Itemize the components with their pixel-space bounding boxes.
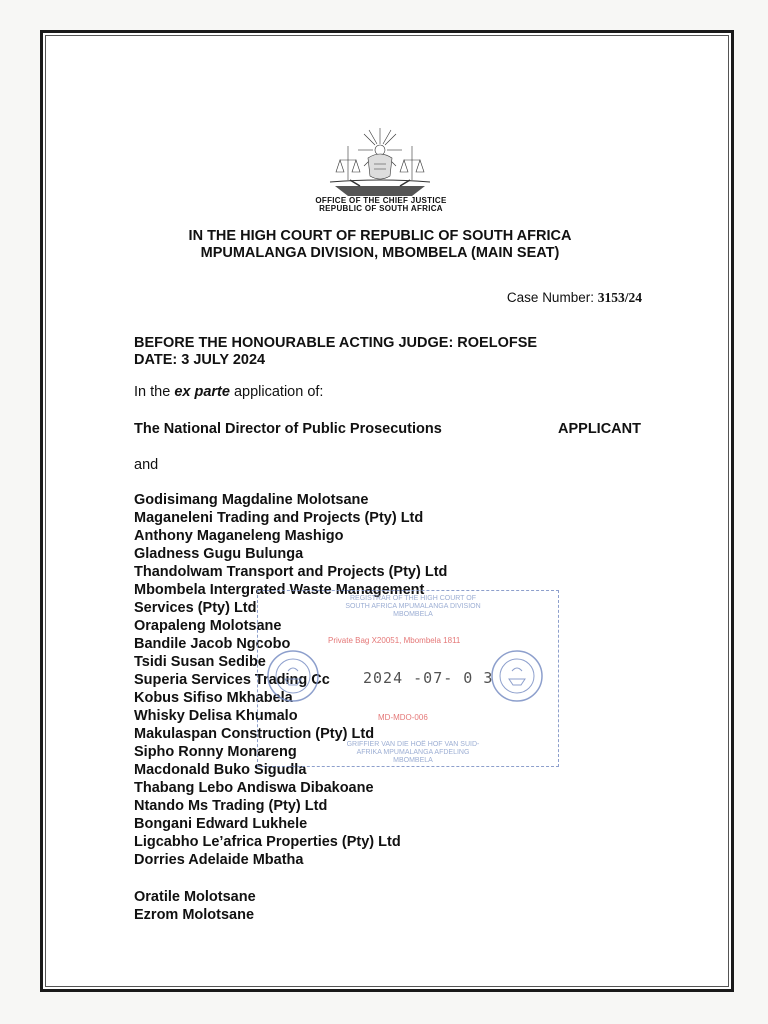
defendant-name: Superia Services Trading Cc bbox=[134, 672, 330, 688]
defendant-name: Godisimang Magdaline Molotsane bbox=[134, 492, 369, 508]
respondent-name: Oratile Molotsane bbox=[134, 889, 256, 905]
respondent-name: Ezrom Molotsane bbox=[134, 907, 255, 923]
stamp-bottom-text: GRIFFIER VAN DIE HOË HOF VAN SUID-AFRIKA MPUMALANGA AFDELING MBOMBELA bbox=[346, 741, 480, 764]
defendant-name: Anthony Maganeleng Mashigo bbox=[134, 528, 344, 544]
defendant-name: Kobus Sifiso Mkhabela bbox=[134, 690, 293, 706]
case-number-label: Case Number: bbox=[506, 290, 594, 305]
defendant-name: Ntando Ms Trading (Pty) Ltd bbox=[134, 798, 328, 814]
case-number-value: 3153/24 bbox=[597, 290, 642, 305]
defendant-name: Sipho Ronny Monareng bbox=[134, 744, 297, 760]
defendant-name: Bongani Edward Lukhele bbox=[134, 816, 308, 832]
and-text: and bbox=[134, 457, 159, 473]
case-number bbox=[430, 290, 642, 306]
intro-after: application of: bbox=[229, 384, 324, 400]
stamp-private-bag: Private Bag X20051, Mbombela 1811 bbox=[328, 636, 461, 645]
stamp-code: MD-MDO-006 bbox=[378, 713, 428, 722]
date-line: DATE: 3 JULY 2024 bbox=[134, 352, 266, 368]
court-heading bbox=[130, 228, 630, 262]
stamp-seal-right-icon bbox=[490, 649, 544, 703]
defendant-name: Maganeleni Trading and Projects (Pty) Ltd bbox=[134, 510, 424, 526]
defendant-name: Dorries Adelaide Mbatha bbox=[134, 852, 304, 868]
stamp-top-text: REGISTRAR OF THE HIGH COURT OF SOUTH AFRICA MPUMALANGA DIVISION MBOMBELA bbox=[345, 595, 481, 618]
defendant-name: Ligcabho Le’africa Properties (Pty) Ltd bbox=[134, 834, 401, 850]
defendant-name: Thandolwam Transport and Projects (Pty) Ltd bbox=[134, 564, 448, 580]
defendant-name: Bandile Jacob Ngcobo bbox=[134, 636, 291, 652]
applicant-role: APPLICANT bbox=[558, 421, 641, 437]
judge-line: BEFORE THE HONOURABLE ACTING JUDGE: ROELOFSE bbox=[134, 335, 538, 351]
judge-block bbox=[134, 335, 537, 369]
defendant-name: Whisky Delisa Khumalo bbox=[134, 708, 298, 724]
applicant-row bbox=[134, 421, 641, 439]
crest-caption-line1: OFFICE OF THE CHIEF JUSTICE bbox=[315, 196, 447, 205]
defendant-name: Macdonald Buko Sigudla bbox=[134, 762, 307, 778]
defendant-name: Makulaspan Construction (Pty) Ltd bbox=[134, 726, 375, 742]
intro-ex-parte: ex parte bbox=[174, 384, 230, 400]
stamp-seal-left-icon bbox=[266, 649, 320, 703]
defendant-name: Thabang Lebo Andiswa Dibakoane bbox=[134, 780, 374, 796]
defendant-name: Orapaleng Molotsane bbox=[134, 618, 282, 634]
defendant-name: Mbombela Intergrated Waste Management bbox=[134, 582, 425, 598]
defendant-name: Tsidi Susan Sedibe bbox=[134, 654, 266, 670]
crest-caption bbox=[296, 197, 466, 213]
court-heading-line2: MPUMALANGA DIVISION, MBOMBELA (MAIN SEAT) bbox=[200, 245, 560, 261]
defendant-name: Gladness Gugu Bulunga bbox=[134, 546, 304, 562]
court-heading-line1: IN THE HIGH COURT OF REPUBLIC OF SOUTH AFRICA bbox=[188, 228, 572, 244]
intro-before: In the bbox=[134, 384, 175, 400]
defendant-name: Services (Pty) Ltd bbox=[134, 600, 257, 616]
applicant-name: The National Director of Public Prosecutions bbox=[134, 421, 442, 437]
stamp-date: 2024 -07- 0 3 bbox=[363, 669, 494, 687]
application-intro bbox=[134, 384, 323, 400]
registrar-stamp bbox=[257, 590, 559, 767]
crest-caption-line2: REPUBLIC OF SOUTH AFRICA bbox=[319, 204, 443, 213]
